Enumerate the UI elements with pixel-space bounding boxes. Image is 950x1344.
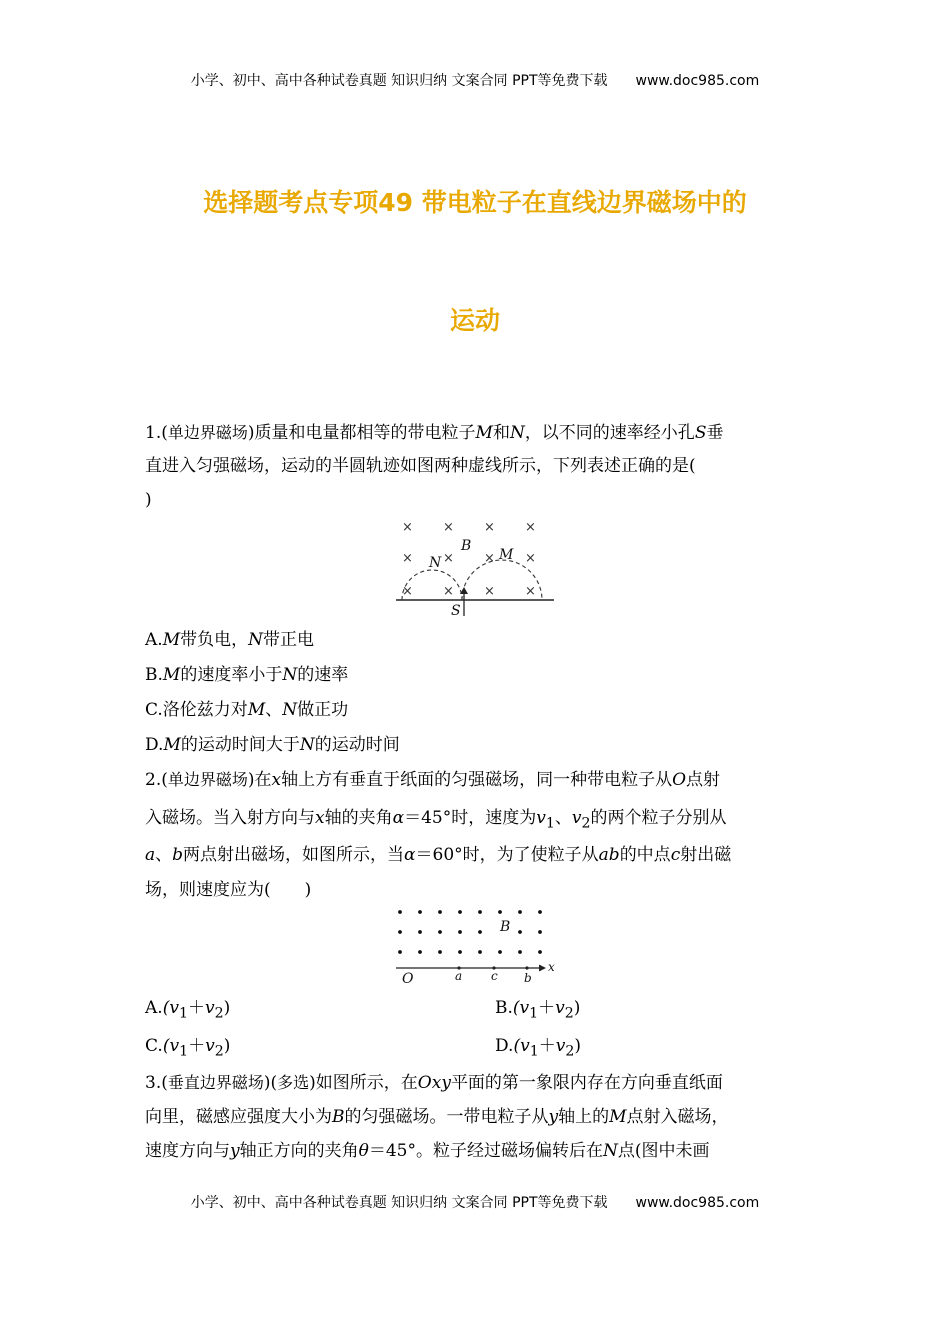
q2-figure xyxy=(390,902,560,988)
cross-mark: × xyxy=(525,584,536,599)
q1-option-d: D.M的运动时间大于N的运动时间 xyxy=(145,735,400,755)
page-footer xyxy=(0,1192,950,1212)
q1-line3: ) xyxy=(145,490,152,510)
doc-title-line1: 选择题考点专项49 带电粒子在直线边界磁场中的 xyxy=(203,188,747,217)
cross-mark: × xyxy=(484,584,495,599)
cross-mark: × xyxy=(484,520,495,535)
cross-mark: × xyxy=(402,584,413,599)
footer-text: 小学、初中、高中各种试卷真题 知识归纳 文案合同 PPT等免费下载 xyxy=(190,1195,608,1211)
label-O: O xyxy=(402,971,414,987)
q3-line3: 速度方向与y轴正方向的夹角θ＝45°。粒子经过磁场偏转后在N点(图中未画 xyxy=(145,1141,710,1161)
field-dots xyxy=(398,910,542,954)
q1-option-a: A.M带负电，N带正电 xyxy=(145,630,314,650)
label-a: a xyxy=(455,969,463,983)
label-B: B xyxy=(461,538,472,554)
q1-line1: 1.(单边界磁场)质量和电量都相等的带电粒子M和N，以不同的速率经小孔S垂 xyxy=(145,423,724,443)
label-x: x xyxy=(548,960,555,974)
label-c: c xyxy=(491,969,498,983)
q1-option-c: C.洛伦兹力对M、N做正功 xyxy=(145,700,349,720)
header-site: www.doc985.com xyxy=(635,73,760,89)
label-B: B xyxy=(500,919,511,935)
q2-option-a: $A.(v_1+v_2)$ xyxy=(145,998,231,1022)
q3-line2: 向里，磁感应强度大小为B的匀强磁场。一带电粒子从y轴上的M点射入磁场， xyxy=(145,1107,729,1127)
q2-line1: 2.(单边界磁场)在x轴上方有垂直于纸面的匀强磁场，同一种带电粒子从O点射 xyxy=(145,770,721,790)
cross-mark: × xyxy=(402,551,413,566)
label-N: N xyxy=(429,555,442,571)
q3-line1: 3.(垂直边界磁场)(多选)如图所示，在Oxy平面的第一象限内存在方向垂直纸面 xyxy=(145,1073,723,1093)
cross-mark: × xyxy=(443,520,454,535)
q1-option-b: B.M的速度率小于N的速率 xyxy=(145,665,349,685)
q1-figure xyxy=(390,512,560,622)
cross-mark: × xyxy=(443,551,454,566)
doc-title-line2: 运动 xyxy=(449,306,500,335)
cross-mark: × xyxy=(484,551,495,566)
q2-option-d: $D.(v_1+v_2)$ xyxy=(495,1036,581,1060)
cross-mark: × xyxy=(402,520,413,535)
q2-line2: 入磁场。当入射方向与x轴的夹角α＝45°时，速度为$v_1$、$v_2$的两个粒子分别从 xyxy=(145,808,727,832)
cross-mark: × xyxy=(443,584,454,599)
q2-option-c: $C.(v_1+v_2)$ xyxy=(145,1036,231,1060)
label-b: b xyxy=(524,971,532,985)
label-M: M xyxy=(499,547,514,563)
cross-mark: × xyxy=(525,520,536,535)
cross-mark: × xyxy=(525,551,536,566)
label-S: S xyxy=(451,603,461,619)
footer-site: www.doc985.com xyxy=(635,1195,760,1211)
header-text: 小学、初中、高中各种试卷真题 知识归纳 文案合同 PPT等免费下载 xyxy=(190,73,608,89)
page-header xyxy=(0,70,950,90)
q2-line4: 场，则速度应为( ) xyxy=(145,880,312,900)
q1-line2: 直进入匀强磁场，运动的半圆轨迹如图两种虚线所示，下列表述正确的是( xyxy=(145,456,696,476)
q2-option-b: $B.(v_1+v_2)$ xyxy=(495,998,581,1022)
q2-line3: a、b两点射出磁场，如图所示，当α＝60°时，为了使粒子从ab的中点c射出磁 xyxy=(145,845,732,865)
